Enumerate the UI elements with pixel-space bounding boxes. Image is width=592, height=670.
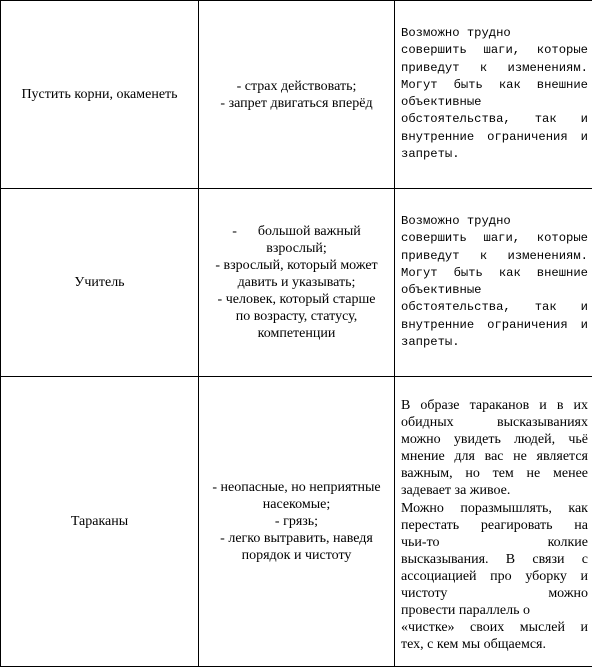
row3-interpretation-line: высказывания. В связи с xyxy=(401,551,588,567)
row3-interpretation-line: В образе тараканов и в их xyxy=(401,398,588,413)
row3-interpretation-line: ассоциацией про уборку и xyxy=(401,568,588,584)
row2-interpretation-line: совершить шаги, которые xyxy=(401,231,588,246)
row3-interpretation-line: обидных высказываниях xyxy=(401,415,588,431)
row3-interpretation-line: можно увидеть людей, чьё xyxy=(401,432,588,448)
table-row xyxy=(1,1,592,189)
table-row xyxy=(1,189,592,377)
row2-association-line: по возрасту, статусу, xyxy=(235,309,358,324)
row2-interpretation-line: объективные xyxy=(401,283,482,298)
row1-association-line: - страх действовать; xyxy=(236,78,357,94)
row1-interpretation-cell xyxy=(395,1,592,189)
row2-interpretation-line: Возможно трудно xyxy=(401,214,511,228)
row3-interpretation-line: перестать реагировать на xyxy=(401,517,588,533)
row1-interpretation-line: внутренние ограничения и xyxy=(401,129,588,144)
row2-interpretation-line: внутренние ограничения и xyxy=(401,317,588,332)
row3-interpretation-line: чьи-то колкие xyxy=(401,534,588,550)
row3-interpretation-line: важным, но тем не менее xyxy=(401,466,588,482)
row3-association-line: - легко вытравить, наведя xyxy=(220,531,373,546)
row2-interpretation-line: приведут к изменениям. xyxy=(401,248,588,263)
row3-interpretation-line: мнение для вас не является xyxy=(401,449,588,465)
row3-interpretation-line: Можно поразмышлять, как xyxy=(401,500,588,516)
row3-association-line: - грязь; xyxy=(274,514,319,529)
row1-association-line: - запрет двигаться вперёд xyxy=(220,95,373,111)
row2-associations-cell xyxy=(199,189,395,377)
row3-symbol: Тараканы xyxy=(70,514,129,529)
row2-association-line: - большой важный xyxy=(232,224,361,239)
row2-interpretation-cell xyxy=(395,189,592,377)
row3-association-line: - неопасные, но неприятные xyxy=(212,480,381,495)
row2-association-line: взрослый; xyxy=(266,241,327,256)
row2-interpretation-line: запреты. xyxy=(401,335,460,350)
row1-symbol-cell xyxy=(1,1,199,189)
row2-interpretation-line: Могут быть как внешние xyxy=(401,265,588,280)
row3-interpretation-line: чистоту можно xyxy=(401,586,588,602)
row3-association-line: порядок и чистоту xyxy=(241,548,352,563)
row1-interpretation-line: запреты. xyxy=(401,147,460,162)
row3-symbol-cell xyxy=(1,377,199,667)
row2-association-line: - человек, который старше xyxy=(217,292,376,307)
row1-interpretation-line: совершить шаги, которые xyxy=(401,43,588,58)
row3-associations-cell xyxy=(199,377,395,667)
row1-interpretation-line: Возможно трудно xyxy=(401,26,511,40)
row3-interpretation-line: провести параллель о xyxy=(401,603,531,619)
row1-interpretation-line: обстоятельства, так и xyxy=(401,112,588,127)
row3-interpretation-cell xyxy=(395,377,592,667)
row1-interpretation-line: объективные xyxy=(401,95,482,110)
row3-interpretation-line: задевает за живое. xyxy=(401,483,511,499)
table-row xyxy=(1,377,592,667)
row3-interpretation-line: тех, с кем мы общаемся. xyxy=(401,637,546,653)
row1-interpretation-line: приведут к изменениям. xyxy=(401,60,588,75)
row1-symbol: Пустить корни, окаменеть xyxy=(21,87,178,102)
row2-association-line: - взрослый, который может xyxy=(215,258,378,273)
row2-symbol: Учитель xyxy=(74,275,125,290)
row1-interpretation-line: Могут быть как внешние xyxy=(401,77,588,92)
row3-interpretation-line: «чистке» своих мыслей и xyxy=(401,620,588,636)
row2-interpretation-line: обстоятельства, так и xyxy=(401,300,588,315)
row1-associations-cell xyxy=(199,1,395,189)
row3-association-line: насекомые; xyxy=(262,497,331,512)
row2-association-line: давить и указывать; xyxy=(237,275,356,290)
row2-symbol-cell xyxy=(1,189,199,377)
row2-association-line: компетенции xyxy=(257,326,336,341)
